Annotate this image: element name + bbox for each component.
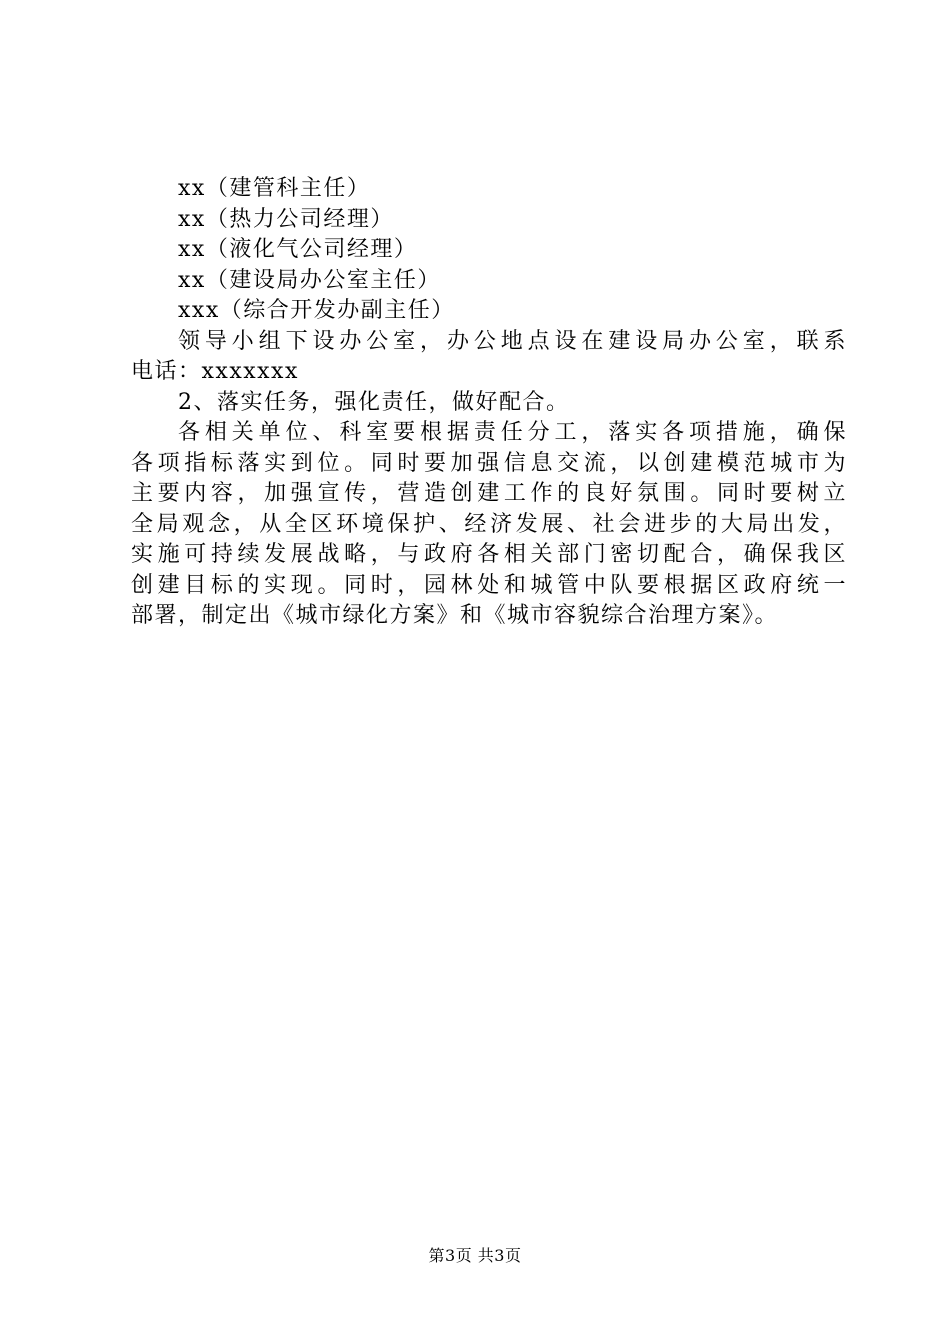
page-footer: 第3页 共3页: [428, 1246, 522, 1265]
office-paragraph-line: 领导小组下设办公室，办公地点设在建设局办公室，联系: [178, 328, 847, 354]
document-body: [131, 174, 847, 632]
paragraph-line: 主要内容，加强宣传，营造创建工作的良好氛围。同时要树立: [131, 481, 847, 506]
paragraph-line: 部署，制定出《城市绿化方案》和《城市容貌综合治理方案》。: [131, 603, 779, 628]
member-line: xx（热力公司经理）: [178, 206, 394, 232]
paragraph-line: 各项指标落实到位。同时要加强信息交流，以创建模范城市为: [131, 450, 847, 476]
office-paragraph-line: 电话：xxxxxxx: [131, 359, 299, 384]
section-heading: 2、落实任务，强化责任，做好配合。: [178, 389, 570, 415]
member-line: xx（液化气公司经理）: [178, 237, 418, 262]
paragraph-line: 创建目标的实现。同时，园林处和城管中队要根据区政府统一: [131, 572, 847, 598]
paragraph-line: 全局观念，从全区环境保护、经济发展、社会进步的大局出发，: [131, 511, 847, 537]
paragraph-line: 各相关单位、科室要根据责任分工，落实各项措施，确保: [178, 420, 847, 445]
member-line: xx（建设局办公室主任）: [178, 267, 441, 293]
paragraph-line: 实施可持续发展战略，与政府各相关部门密切配合，确保我区: [131, 542, 847, 567]
member-line: xxx（综合开发办副主任）: [178, 298, 455, 323]
member-line: xx（建管科主任）: [178, 176, 371, 201]
